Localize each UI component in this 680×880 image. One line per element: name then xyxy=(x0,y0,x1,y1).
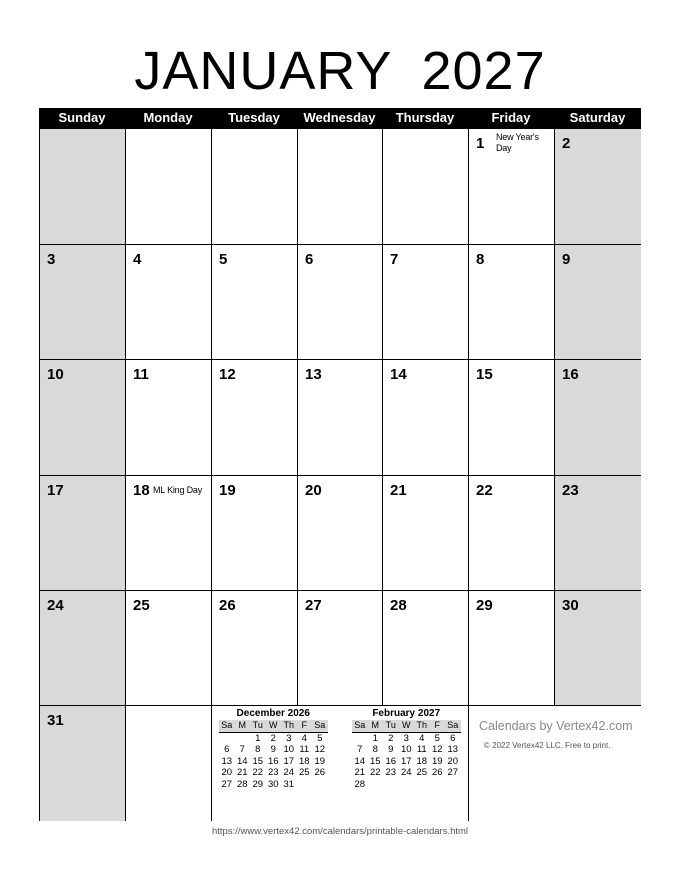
mini-day: 10 xyxy=(400,744,412,755)
empty-cell[interactable] xyxy=(125,128,211,244)
mini-weekday: Sa xyxy=(312,720,328,732)
day-number: 19 xyxy=(219,482,236,499)
mini-day: 1 xyxy=(372,732,378,744)
mini-day: 25 xyxy=(298,767,310,778)
empty-cell[interactable] xyxy=(297,128,382,244)
day-number: 3 xyxy=(47,251,56,268)
day-cell-12[interactable] xyxy=(211,359,297,475)
mini-day: 4 xyxy=(419,732,425,744)
mini-weekday: Sa xyxy=(352,720,368,732)
day-cell-4[interactable] xyxy=(125,244,211,359)
mini-day: 15 xyxy=(252,755,264,767)
mini-day: 6 xyxy=(450,732,456,744)
day-number: 22 xyxy=(476,482,493,499)
brand-text: Calendars by Vertex42.com xyxy=(479,719,633,733)
day-number: 27 xyxy=(305,597,322,614)
day-number: 12 xyxy=(219,366,236,383)
mini-day: 12 xyxy=(431,744,443,755)
calendar-grid xyxy=(39,108,641,821)
day-number: 21 xyxy=(390,482,407,499)
day-number: 15 xyxy=(476,366,493,383)
mini-day: 28 xyxy=(236,778,248,790)
mini-day: 8 xyxy=(372,744,378,755)
day-number: 28 xyxy=(390,597,407,614)
day-number: 25 xyxy=(133,597,150,614)
mini-day: 28 xyxy=(354,778,366,790)
mini-day: 5 xyxy=(317,732,323,744)
day-cell-3[interactable] xyxy=(39,244,125,359)
mini-weekday: F xyxy=(430,720,446,732)
day-number: 29 xyxy=(476,597,493,614)
weekday-header-saturday: Saturday xyxy=(554,108,641,128)
mini-day: 16 xyxy=(385,755,397,767)
mini-day: 3 xyxy=(286,732,292,744)
mini-calendar-next xyxy=(352,707,461,790)
mini-day: 22 xyxy=(252,767,264,778)
weekday-header-monday: Monday xyxy=(125,108,211,128)
weekday-header-thursday: Thursday xyxy=(382,108,468,128)
mini-weekday: Sa xyxy=(445,720,461,732)
day-cell-5[interactable] xyxy=(211,244,297,359)
mini-day: 5 xyxy=(434,732,440,744)
mini-day: 19 xyxy=(431,755,443,767)
day-cell-17[interactable] xyxy=(39,475,125,590)
mini-day: 12 xyxy=(314,744,326,755)
day-number: 16 xyxy=(562,366,579,383)
day-cell-6[interactable] xyxy=(297,244,382,359)
mini-day: 9 xyxy=(388,744,394,755)
empty-cell[interactable] xyxy=(211,128,297,244)
day-cell-7[interactable] xyxy=(382,244,468,359)
weekday-header-sunday: Sunday xyxy=(39,108,125,128)
mini-day: 9 xyxy=(270,744,276,755)
day-number: 9 xyxy=(562,251,571,268)
mini-day: 20 xyxy=(447,755,459,767)
footer-url: https://www.vertex42.com/calendars/printable-calendars.html xyxy=(211,826,469,837)
mini-weekday: W xyxy=(399,720,415,732)
mini-day: 13 xyxy=(221,755,233,767)
mini-day: 23 xyxy=(385,767,397,778)
weekday-header-friday: Friday xyxy=(468,108,554,128)
day-number: 8 xyxy=(476,251,485,268)
mini-weekday: F xyxy=(297,720,313,732)
day-cell-2[interactable] xyxy=(554,128,641,244)
holiday-new-years: New Year's Day xyxy=(496,132,539,153)
day-cell-24[interactable] xyxy=(39,590,125,705)
day-cell-14[interactable] xyxy=(382,359,468,475)
day-cell-25[interactable] xyxy=(125,590,211,705)
day-number: 2 xyxy=(562,135,571,152)
mini-day: 11 xyxy=(416,744,427,755)
calendar-title: JANUARY 2027 xyxy=(134,41,546,101)
mini-day: 30 xyxy=(267,778,279,790)
mini-day: 24 xyxy=(283,767,295,778)
mini-day xyxy=(445,779,461,791)
mini-day: 13 xyxy=(447,744,459,755)
day-cell-8[interactable] xyxy=(468,244,554,359)
mini-day: 18 xyxy=(416,755,428,767)
mini-day xyxy=(430,779,446,791)
day-number: 17 xyxy=(47,482,64,499)
day-cell-11[interactable] xyxy=(125,359,211,475)
day-cell-15[interactable] xyxy=(468,359,554,475)
mini-day: 10 xyxy=(283,744,295,755)
mini-day: 14 xyxy=(236,755,248,767)
day-number: 11 xyxy=(133,366,149,383)
weekday-header-tuesday: Tuesday xyxy=(211,108,297,128)
mini-day xyxy=(368,779,384,791)
empty-cell[interactable] xyxy=(125,705,211,821)
day-number: 4 xyxy=(133,251,142,268)
day-number: 23 xyxy=(562,482,579,499)
mini-day: 21 xyxy=(236,767,248,778)
mini-calendar-title: February 2027 xyxy=(372,708,441,719)
mini-day: 17 xyxy=(283,755,295,767)
day-number: 31 xyxy=(47,712,64,729)
mini-weekday: W xyxy=(266,720,282,732)
mini-day: 2 xyxy=(388,732,394,744)
mini-weekday: Tu xyxy=(383,720,399,732)
mini-calendar-prev xyxy=(219,707,328,790)
mini-day: 17 xyxy=(400,755,412,767)
holiday-ml-king: ML King Day xyxy=(153,485,202,495)
mini-day: 14 xyxy=(354,755,366,767)
day-number: 14 xyxy=(390,366,407,383)
day-cell-23[interactable] xyxy=(554,475,641,590)
mini-day: 25 xyxy=(416,767,428,778)
mini-weekday: Tu xyxy=(250,720,266,732)
mini-weekday: Sa xyxy=(219,720,235,732)
mini-day: 15 xyxy=(369,755,381,767)
day-number: 10 xyxy=(47,366,64,383)
mini-day xyxy=(399,779,415,791)
mini-day: 4 xyxy=(301,732,307,744)
mini-day xyxy=(297,779,313,791)
mini-weekday: M xyxy=(235,720,251,732)
mini-calendar-title: December 2026 xyxy=(236,708,310,719)
day-cell-29[interactable] xyxy=(468,590,554,705)
mini-day: 3 xyxy=(403,732,409,744)
day-cell-10[interactable] xyxy=(39,359,125,475)
mini-day xyxy=(352,732,368,744)
day-cell-16[interactable] xyxy=(554,359,641,475)
day-number: 26 xyxy=(219,597,236,614)
day-number: 13 xyxy=(305,366,322,383)
day-number: 24 xyxy=(47,597,64,614)
day-number: 5 xyxy=(219,251,228,268)
mini-day: 26 xyxy=(314,767,326,778)
mini-day xyxy=(235,732,251,744)
mini-day: 2 xyxy=(270,732,276,744)
day-cell-22[interactable] xyxy=(468,475,554,590)
mini-day: 1 xyxy=(255,732,261,744)
mini-weekday: Th xyxy=(281,720,297,732)
empty-cell[interactable] xyxy=(39,128,125,244)
day-cell-21[interactable] xyxy=(382,475,468,590)
day-cell-19[interactable] xyxy=(211,475,297,590)
day-cell-9[interactable] xyxy=(554,244,641,359)
copyright-text: © 2022 Vertex42 LLC. Free to print. xyxy=(484,741,611,750)
mini-day: 16 xyxy=(267,755,279,767)
mini-day: 19 xyxy=(314,755,326,767)
mini-day: 24 xyxy=(400,767,412,778)
day-cell-31[interactable] xyxy=(39,705,125,821)
day-cell-20[interactable] xyxy=(297,475,382,590)
mini-day: 31 xyxy=(283,778,295,790)
mini-day xyxy=(219,732,235,744)
day-number: 1 xyxy=(476,135,485,152)
mini-day: 27 xyxy=(221,778,233,790)
day-number: 7 xyxy=(390,251,399,268)
mini-day: 20 xyxy=(221,767,233,778)
weekday-header-wednesday: Wednesday xyxy=(297,108,382,128)
mini-weekday: M xyxy=(368,720,384,732)
mini-day xyxy=(383,779,399,791)
mini-day: 6 xyxy=(224,744,230,755)
mini-day: 7 xyxy=(239,744,245,755)
mini-day: 22 xyxy=(369,767,381,778)
mini-day: 21 xyxy=(354,767,366,778)
day-cell-28[interactable] xyxy=(382,590,468,705)
empty-cell[interactable] xyxy=(382,128,468,244)
day-number: 18 xyxy=(133,482,150,499)
day-cell-26[interactable] xyxy=(211,590,297,705)
mini-day: 26 xyxy=(431,767,443,778)
mini-weekday: Th xyxy=(414,720,430,732)
day-cell-27[interactable] xyxy=(297,590,382,705)
day-number: 6 xyxy=(305,251,314,268)
mini-day xyxy=(414,779,430,791)
mini-day: 11 xyxy=(299,744,310,755)
day-number: 20 xyxy=(305,482,322,499)
day-cell-30[interactable] xyxy=(554,590,641,705)
mini-day: 18 xyxy=(298,755,310,767)
mini-day: 27 xyxy=(447,767,459,778)
mini-day xyxy=(312,779,328,791)
mini-day: 23 xyxy=(267,767,279,778)
mini-day: 29 xyxy=(252,778,264,790)
day-number: 30 xyxy=(562,597,579,614)
day-cell-13[interactable] xyxy=(297,359,382,475)
mini-day: 7 xyxy=(357,744,363,755)
mini-day: 8 xyxy=(255,744,261,755)
